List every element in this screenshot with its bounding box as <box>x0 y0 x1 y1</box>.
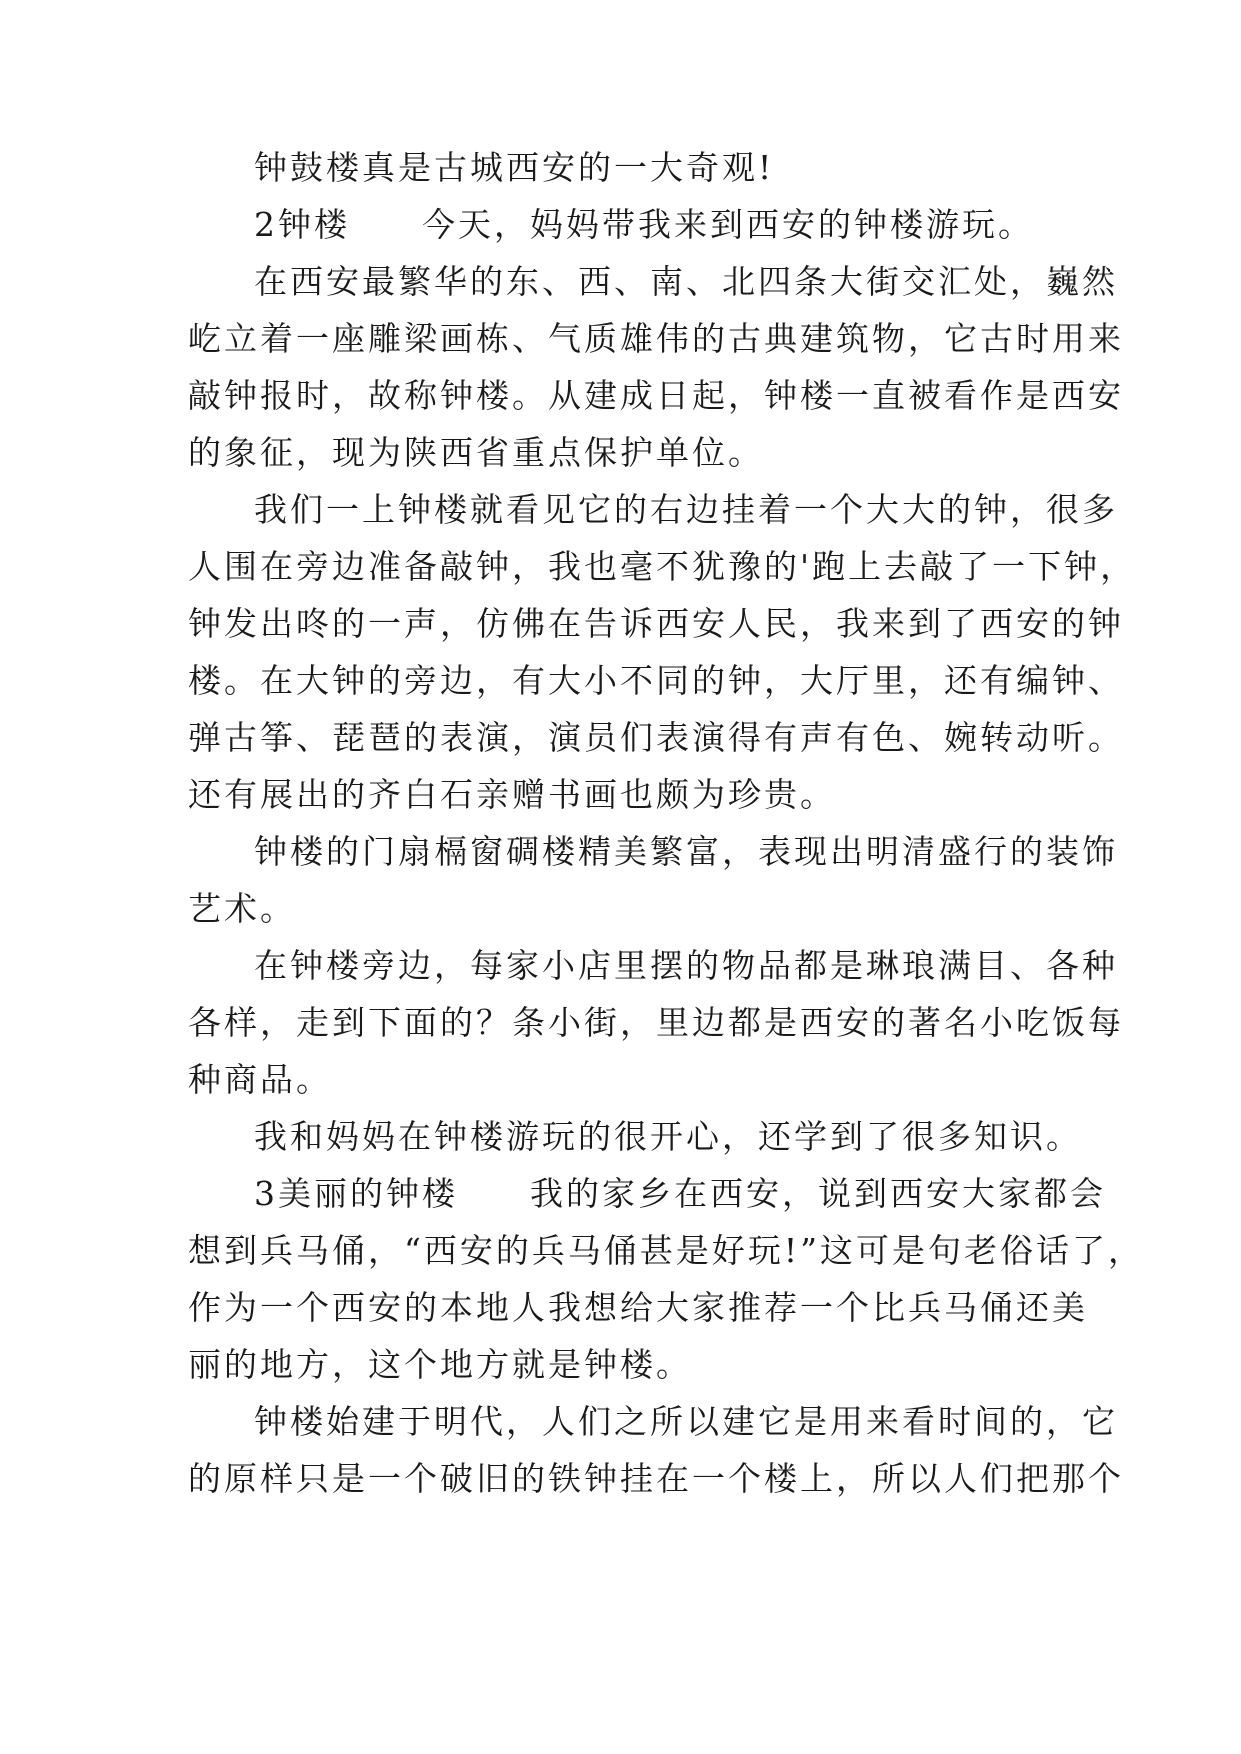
text-line: 钟楼的门扇槅窗碉楼精美繁富，表现出明清盛行的装饰 <box>254 832 1118 871</box>
text-line: 丽的地方，这个地方就是钟楼。 <box>188 1345 692 1384</box>
text-line: 作为一个西安的本地人我想给大家推荐一个比兵马俑还美 <box>188 1288 1088 1327</box>
text-line: 想到兵马俑，“西安的兵马俑甚是好玩!”这可是句老俗话了， <box>188 1231 1145 1270</box>
text-line: 还有展出的齐白石亲赠书画也颇为珍贵。 <box>188 775 836 814</box>
text-line: 在钟楼旁边，每家小店里摆的物品都是琳琅满目、各种 <box>254 946 1118 985</box>
text-line: 在西安最繁华的东、西、南、北四条大街交汇处，巍然 <box>254 262 1118 301</box>
text-line: 的象征，现为陕西省重点保护单位。 <box>188 433 764 472</box>
text-line: 钟发出咚的一声，仿佛在告诉西安人民，我来到了西安的钟 <box>188 604 1124 643</box>
text-line: 2钟楼 今天，妈妈带我来到西安的钟楼游玩。 <box>254 205 1034 244</box>
text-line: 钟楼始建于明代，人们之所以建它是用来看时间的，它 <box>254 1402 1118 1441</box>
text-line: 我们一上钟楼就看见它的右边挂着一个大大的钟，很多 <box>254 490 1118 529</box>
text-line: 人围在旁边准备敲钟，我也毫不犹豫的'跑上去敲了一下钟， <box>188 547 1137 586</box>
text-line: 3美丽的钟楼 我的家乡在西安，说到西安大家都会 <box>254 1174 1106 1213</box>
text-line: 敲钟报时，故称钟楼。从建成日起，钟楼一直被看作是西安 <box>188 376 1124 415</box>
text-line: 弹古筝、琵琶的表演，演员们表演得有声有色、婉转动听。 <box>188 718 1124 757</box>
text-line: 的原样只是一个破旧的铁钟挂在一个楼上，所以人们把那个 <box>188 1459 1124 1498</box>
text-line: 我和妈妈在钟楼游玩的很开心，还学到了很多知识。 <box>254 1117 1082 1156</box>
text-line: 种商品。 <box>188 1060 332 1099</box>
text-line: 钟鼓楼真是古城西安的一大奇观! <box>254 148 775 187</box>
text-line: 各样，走到下面的？条小街，里边都是西安的著名小吃饭每 <box>188 1003 1124 1042</box>
text-line: 屹立着一座雕梁画栋、气质雄伟的古典建筑物，它古时用来 <box>188 319 1124 358</box>
text-line: 艺术。 <box>188 889 296 928</box>
text-line: 楼。在大钟的旁边，有大小不同的钟，大厅里，还有编钟、 <box>188 661 1124 700</box>
